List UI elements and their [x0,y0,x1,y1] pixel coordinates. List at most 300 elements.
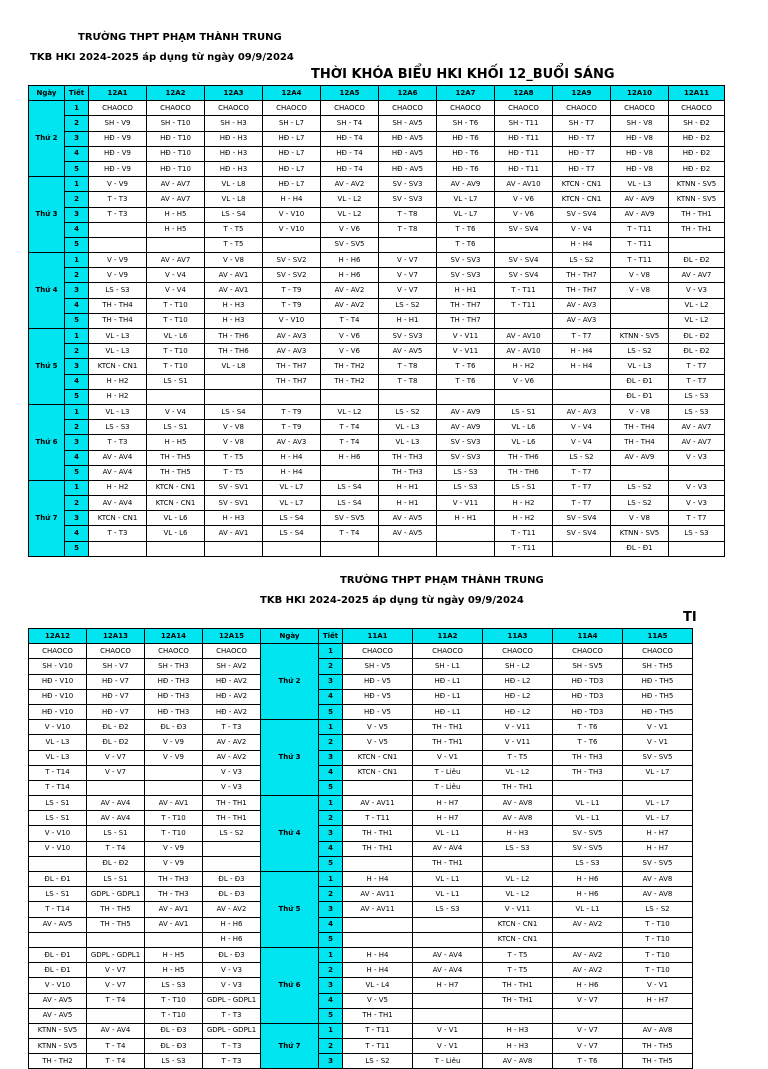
lesson-cell: V - V6 [495,207,553,222]
lesson-cell: SV - SV3 [437,253,495,268]
header-class: 12A13 [87,629,145,644]
lesson-cell: ĐL - Đ3 [145,1039,203,1054]
lesson-cell: CHAOCO [321,101,379,116]
header-class: 12A10 [611,86,669,101]
lesson-cell: HĐ - T7 [553,146,611,161]
lesson-cell: T - T7 [553,496,611,511]
lesson-cell: T - T11 [495,283,553,298]
lesson-cell: V - V10 [29,720,87,735]
lesson-cell: T - T3 [203,1008,261,1023]
lesson-cell [343,932,413,947]
lesson-cell: T - T3 [89,207,147,222]
lesson-cell: HĐ - Đ2 [669,146,725,161]
lesson-cell: T - T5 [205,465,263,480]
lesson-cell: KTCN - CN1 [483,917,553,932]
header-class: 11A5 [623,629,693,644]
lesson-cell: SV - SV3 [437,450,495,465]
lesson-cell: H - H6 [321,268,379,283]
lesson-cell: HĐ - H3 [205,146,263,161]
lesson-cell: T - T10 [623,917,693,932]
lesson-cell: CHAOCO [205,101,263,116]
lesson-cell: TH - TH1 [669,222,725,237]
lesson-cell: VL - L7 [263,480,321,495]
period-number: 2 [65,268,89,283]
lesson-cell: HĐ - V5 [343,704,413,719]
lesson-cell: HĐ - L1 [413,689,483,704]
lesson-cell: T - Liêu [413,765,483,780]
lesson-cell: HĐ - L7 [263,161,321,176]
lesson-cell: VL - L4 [343,978,413,993]
lesson-cell [205,389,263,404]
lesson-cell: TH - TH5 [147,450,205,465]
period-number: 2 [319,887,343,902]
lesson-cell: H - H5 [147,207,205,222]
lesson-cell: ĐL - Đ3 [145,1023,203,1038]
lesson-cell [145,765,203,780]
lesson-cell: LS - S3 [483,841,553,856]
lesson-cell: HĐ - V7 [87,704,145,719]
lesson-cell: T - T10 [145,826,203,841]
period-number: 3 [65,511,89,526]
lesson-cell: TH - TH4 [89,298,147,313]
period-number: 2 [65,496,89,511]
lesson-cell [205,374,263,389]
lesson-cell: VL - L6 [147,329,205,344]
lesson-cell: TH - TH4 [611,435,669,450]
lesson-cell: HĐ - TD3 [553,689,623,704]
lesson-cell: SH - V9 [89,116,147,131]
lesson-cell: AV - AV4 [89,465,147,480]
table-row [29,704,693,719]
lesson-cell: V - V5 [343,735,413,750]
period-number: 1 [65,404,89,419]
lesson-cell: T - T11 [611,237,669,252]
lesson-cell [343,856,413,871]
lesson-cell: H - H3 [483,1039,553,1054]
lesson-cell: TH - TH3 [379,450,437,465]
lesson-cell: HĐ - AV2 [203,689,261,704]
lesson-cell: H - H6 [553,872,623,887]
period-number: 4 [319,765,343,780]
table-row [29,796,693,811]
lesson-cell: V - V9 [145,841,203,856]
lesson-cell: V - V6 [495,374,553,389]
lesson-cell [263,389,321,404]
lesson-cell: HĐ - Đ2 [669,161,725,176]
lesson-cell: SV - SV5 [321,237,379,252]
table-row [29,101,725,116]
table-row [29,465,725,480]
header-period: Tiết [65,86,89,101]
lesson-cell: TH - TH6 [495,465,553,480]
lesson-cell: VL - L1 [413,887,483,902]
lesson-cell: V - V8 [205,253,263,268]
lesson-cell [413,1008,483,1023]
table-row [29,283,725,298]
lesson-cell: CHAOCO [203,644,261,659]
day-label: Thứ 5 [29,329,65,405]
lesson-cell: SV - SV4 [495,253,553,268]
lesson-cell: V - V11 [483,902,553,917]
lesson-cell: KTNN - SV5 [611,329,669,344]
period-number: 3 [319,978,343,993]
lesson-cell: CHAOCO [29,644,87,659]
lesson-cell: HĐ - TH5 [623,689,693,704]
lesson-cell: TH - TH4 [611,420,669,435]
period-number: 2 [65,192,89,207]
lesson-cell: VL - L2 [321,404,379,419]
lesson-cell: VL - L7 [437,192,495,207]
header-class: 12A9 [553,86,611,101]
lesson-cell: H - H3 [205,298,263,313]
lesson-cell [147,237,205,252]
lesson-cell: V - V3 [669,480,725,495]
lesson-cell: V - V9 [145,856,203,871]
lesson-cell: TH - TH7 [263,359,321,374]
lesson-cell: T - T11 [343,811,413,826]
lesson-cell: V - V8 [611,404,669,419]
lesson-cell: VL - L7 [623,765,693,780]
table-row [29,811,693,826]
header-day: Ngày [261,629,319,644]
table-row [29,765,693,780]
lesson-cell: SH - T11 [495,116,553,131]
table-row [29,674,693,689]
lesson-cell: AV - AV2 [321,177,379,192]
lesson-cell [203,856,261,871]
lesson-cell: SH - V8 [611,116,669,131]
lesson-cell: AV - AV8 [483,811,553,826]
lesson-cell: T - T6 [437,237,495,252]
lesson-cell: VL - L7 [263,496,321,511]
lesson-cell: LS - S2 [611,344,669,359]
tkb-date-top: TKB HKI 2024-2025 áp dụng từ ngày 09/9/2024 [30,52,294,63]
lesson-cell: AV - AV9 [611,207,669,222]
lesson-cell [553,932,623,947]
lesson-cell: VL - L2 [669,298,725,313]
period-number: 1 [65,101,89,116]
lesson-cell: H - H4 [343,872,413,887]
lesson-cell: T - T4 [87,1054,145,1069]
period-number: 5 [319,856,343,871]
lesson-cell: V - V4 [147,404,205,419]
lesson-cell: H - H3 [483,826,553,841]
lesson-cell: T - Liêu [413,780,483,795]
table-row [29,450,725,465]
lesson-cell: TH - TH5 [87,902,145,917]
lesson-cell: ĐL - Đ3 [203,872,261,887]
period-number: 4 [65,526,89,541]
lesson-cell: V - V10 [263,313,321,328]
school-name-top: TRƯỜNG THPT PHẠM THÀNH TRUNG [78,32,282,43]
lesson-cell: KTCN - CN1 [553,177,611,192]
lesson-cell: ĐL - Đ2 [669,253,725,268]
lesson-cell: CHAOCO [495,101,553,116]
lesson-cell: HĐ - TH5 [623,674,693,689]
lesson-cell [611,465,669,480]
period-number: 4 [319,689,343,704]
lesson-cell: SH - T7 [553,116,611,131]
lesson-cell [147,541,205,556]
lesson-cell: VL - L7 [623,811,693,826]
lesson-cell: LS - S3 [89,420,147,435]
lesson-cell [87,932,145,947]
lesson-cell: SH - Đ2 [669,116,725,131]
period-number: 3 [65,131,89,146]
lesson-cell: HĐ - T4 [321,161,379,176]
period-number: 4 [65,374,89,389]
lesson-cell: V - V8 [611,283,669,298]
lesson-cell: H - H4 [343,947,413,962]
lesson-cell: V - V11 [437,344,495,359]
lesson-cell: AV - AV8 [623,872,693,887]
lesson-cell: T - T10 [145,1008,203,1023]
lesson-cell: HĐ - T6 [437,146,495,161]
day-label: Thứ 3 [261,720,319,796]
lesson-cell: V - V3 [669,283,725,298]
lesson-cell [89,541,147,556]
day-label: Thứ 5 [261,872,319,948]
lesson-cell [669,237,725,252]
lesson-cell: KTCN - CN1 [89,359,147,374]
lesson-cell: T - T8 [379,222,437,237]
lesson-cell: TH - TH3 [145,887,203,902]
lesson-cell: H - H2 [495,496,553,511]
lesson-cell: TH - TH7 [553,268,611,283]
lesson-cell: VL - L2 [321,192,379,207]
table-row [29,735,693,750]
lesson-cell: LS - S1 [29,796,87,811]
lesson-cell: T - T9 [263,420,321,435]
lesson-cell: KTNN - SV5 [611,526,669,541]
lesson-cell [611,298,669,313]
lesson-cell [263,237,321,252]
period-number: 4 [65,450,89,465]
lesson-cell: VL - L3 [89,404,147,419]
lesson-cell: V - V3 [203,978,261,993]
lesson-cell: AV - AV8 [623,1023,693,1038]
lesson-cell: H - H6 [321,253,379,268]
lesson-cell: T - T4 [87,993,145,1008]
lesson-cell: T - T6 [553,735,623,750]
table-row [29,222,725,237]
lesson-cell: HĐ - T11 [495,146,553,161]
period-number: 3 [65,435,89,450]
lesson-cell: V - V3 [669,496,725,511]
lesson-cell: ĐL - Đ3 [145,720,203,735]
lesson-cell: V - V9 [145,735,203,750]
lesson-cell: AV - AV9 [611,450,669,465]
lesson-cell: TH - TH1 [203,811,261,826]
lesson-cell: AV - AV7 [669,268,725,283]
lesson-cell: ĐL - Đ1 [611,374,669,389]
lesson-cell: KTCN - CN1 [343,765,413,780]
lesson-cell: HĐ - V8 [611,146,669,161]
lesson-cell: AV - AV8 [623,887,693,902]
lesson-cell: CHAOCO [87,644,145,659]
lesson-cell [29,932,87,947]
lesson-cell: HĐ - V7 [87,689,145,704]
lesson-cell: KTNN - SV5 [669,192,725,207]
header-class: 12A4 [263,86,321,101]
table-row [29,963,693,978]
lesson-cell: V - V7 [379,283,437,298]
lesson-cell: SH - L2 [483,659,553,674]
lesson-cell: H - H5 [145,963,203,978]
lesson-cell: HĐ - L2 [483,704,553,719]
lesson-cell: VL - L6 [147,511,205,526]
lesson-cell: AV - AV2 [203,902,261,917]
lesson-cell: AV - AV11 [343,887,413,902]
header-class: 12A3 [205,86,263,101]
lesson-cell [437,389,495,404]
table-row [29,420,725,435]
lesson-cell: CHAOCO [145,644,203,659]
lesson-cell: H - H1 [437,511,495,526]
table-row [29,268,725,283]
lesson-cell: VL - L6 [147,526,205,541]
table-row [29,932,693,947]
lesson-cell: T - T6 [553,1054,623,1069]
table-row [29,298,725,313]
lesson-cell: SV - SV4 [553,511,611,526]
lesson-cell: HĐ - V9 [89,131,147,146]
lesson-cell: SV - SV5 [321,511,379,526]
period-number: 1 [319,720,343,735]
lesson-cell: AV - AV7 [147,253,205,268]
lesson-cell: TH - TH1 [413,735,483,750]
lesson-cell: HĐ - AV2 [203,704,261,719]
lesson-cell: T - T6 [437,359,495,374]
table-row [29,313,725,328]
lesson-cell: LS - S3 [437,480,495,495]
lesson-cell: HĐ - T7 [553,131,611,146]
lesson-cell: HĐ - T4 [321,146,379,161]
lesson-cell: KTCN - CN1 [553,192,611,207]
table-row [29,1039,693,1054]
school-name-bottom: TRƯỜNG THPT PHẠM THÀNH TRUNG [340,575,544,586]
lesson-cell: SH - L1 [413,659,483,674]
lesson-cell: TH - TH5 [147,465,205,480]
lesson-cell: VL - L8 [205,192,263,207]
title-clipped: TI [683,610,697,625]
lesson-cell: AV - AV3 [263,344,321,359]
period-number: 5 [319,1008,343,1023]
lesson-cell: KTCN - CN1 [147,496,205,511]
header-day: Ngày [29,86,65,101]
lesson-cell: SH - TH3 [145,659,203,674]
lesson-cell: V - V7 [87,963,145,978]
lesson-cell: T - T5 [483,750,553,765]
lesson-cell: V - V4 [553,435,611,450]
lesson-cell: LS - S2 [611,480,669,495]
lesson-cell: LS - S2 [623,902,693,917]
lesson-cell: LS - S4 [205,207,263,222]
lesson-cell [623,1008,693,1023]
lesson-cell: VL - L3 [89,329,147,344]
lesson-cell: V - V7 [379,253,437,268]
table-row [29,993,693,1008]
lesson-cell: CHAOCO [343,644,413,659]
lesson-cell: CHAOCO [437,101,495,116]
lesson-cell: HĐ - AV2 [203,674,261,689]
lesson-cell: SH - V10 [29,659,87,674]
lesson-cell: H - H5 [145,947,203,962]
lesson-cell: H - H7 [623,841,693,856]
header-class: 12A15 [203,629,261,644]
lesson-cell: HĐ - V7 [87,674,145,689]
lesson-cell: HĐ - TH3 [145,689,203,704]
lesson-cell [147,389,205,404]
lesson-cell: TH - TH3 [553,765,623,780]
lesson-cell: AV - AV10 [495,344,553,359]
lesson-cell: ĐL - Đ1 [29,963,87,978]
lesson-cell: LS - S1 [87,872,145,887]
lesson-cell: AV - AV5 [29,1008,87,1023]
period-number: 3 [319,902,343,917]
lesson-cell: T - T7 [669,374,725,389]
period-number: 1 [319,644,343,659]
lesson-cell [483,1008,553,1023]
lesson-cell [553,1008,623,1023]
lesson-cell: AV - AV4 [413,841,483,856]
period-number: 2 [65,116,89,131]
lesson-cell: TH - TH1 [483,993,553,1008]
lesson-cell: SH - AV2 [203,659,261,674]
period-number: 3 [319,674,343,689]
lesson-cell: AV - AV5 [379,511,437,526]
lesson-cell: H - H2 [495,511,553,526]
lesson-cell: HĐ - L1 [413,704,483,719]
lesson-cell: V - V4 [553,222,611,237]
lesson-cell [553,780,623,795]
lesson-cell: TH - TH7 [437,313,495,328]
lesson-cell: T - T11 [495,298,553,313]
lesson-cell [553,541,611,556]
lesson-cell: AV - AV2 [553,963,623,978]
lesson-cell: LS - S3 [669,404,725,419]
lesson-cell: SV - SV4 [495,268,553,283]
lesson-cell: CHAOCO [147,101,205,116]
lesson-cell: H - H7 [623,826,693,841]
table-row [29,359,725,374]
lesson-cell: V - V3 [203,963,261,978]
lesson-cell [321,541,379,556]
lesson-cell: HĐ - T11 [495,161,553,176]
lesson-cell: T - T7 [553,480,611,495]
lesson-cell: V - V3 [203,780,261,795]
lesson-cell: V - V6 [321,222,379,237]
period-number: 2 [65,344,89,359]
period-number: 5 [319,932,343,947]
lesson-cell: V - V1 [413,1023,483,1038]
lesson-cell: VL - L3 [29,735,87,750]
lesson-cell [495,389,553,404]
lesson-cell: VL - L2 [321,207,379,222]
lesson-cell: T - T10 [147,344,205,359]
lesson-cell: AV - AV2 [553,917,623,932]
lesson-cell: HĐ - V9 [89,161,147,176]
lesson-cell: T - T11 [495,541,553,556]
lesson-cell: CHAOCO [553,101,611,116]
lesson-cell: V - V10 [29,841,87,856]
lesson-cell: HĐ - V10 [29,689,87,704]
lesson-cell: SH - L7 [263,116,321,131]
lesson-cell: V - V8 [611,511,669,526]
lesson-cell: TH - TH3 [553,750,623,765]
header-class: 11A2 [413,629,483,644]
lesson-cell: H - H5 [147,222,205,237]
